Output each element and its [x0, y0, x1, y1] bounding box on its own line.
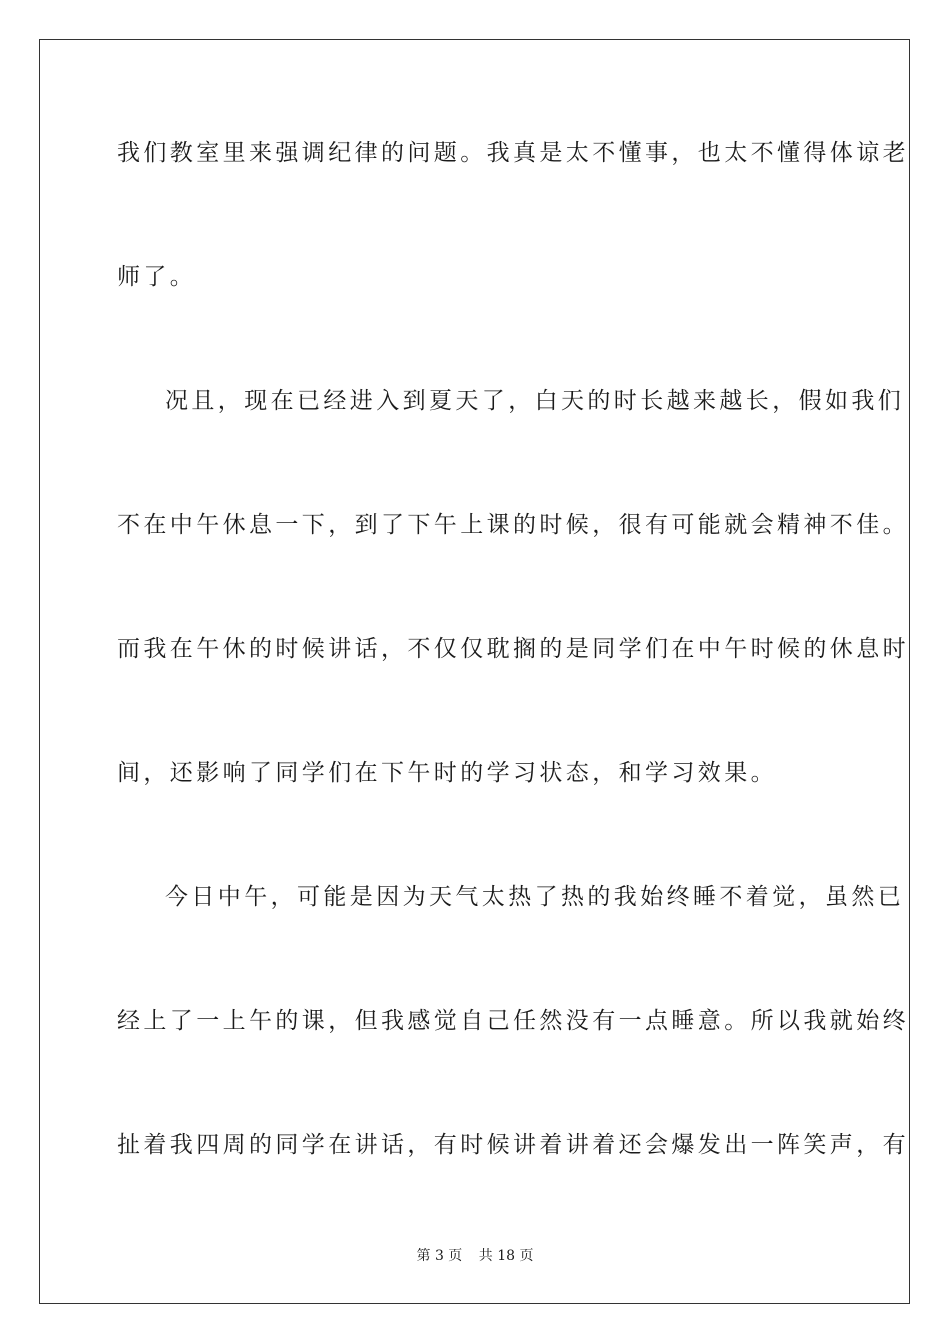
text-line: 不在中午休息一下，到了下午上课的时候，很有可能就会精神不佳。: [117, 512, 909, 538]
text-line: 而我在午休的时候讲话，不仅仅耽搁的是同学们在中午时候的休息时: [117, 636, 909, 662]
page-number: 第 3 页: [416, 1248, 463, 1264]
text-line: 扯着我四周的同学在讲话，有时候讲着讲着还会爆发出一阵笑声，有: [117, 1132, 909, 1158]
text-line: 间，还影响了同学们在下午时的学习状态，和学习效果。: [117, 760, 777, 786]
text-line: 师了。: [117, 264, 197, 290]
page-footer: [0, 1247, 950, 1265]
text-line: 我们教室里来强调纪律的问题。我真是太不懂事，也太不懂得体谅老: [117, 140, 909, 166]
total-pages: 共 18 页: [478, 1248, 534, 1264]
paragraph-start-line: 况且，现在已经进入到夏天了，白天的时长越来越长，假如我们: [165, 388, 905, 414]
paragraph-start-line: 今日中午，可能是因为天气太热了热的我始终睡不着觉，虽然已: [165, 884, 905, 910]
page-border: [39, 39, 910, 1304]
text-line: 经上了一上午的课，但我感觉自己任然没有一点睡意。所以我就始终: [117, 1008, 909, 1034]
